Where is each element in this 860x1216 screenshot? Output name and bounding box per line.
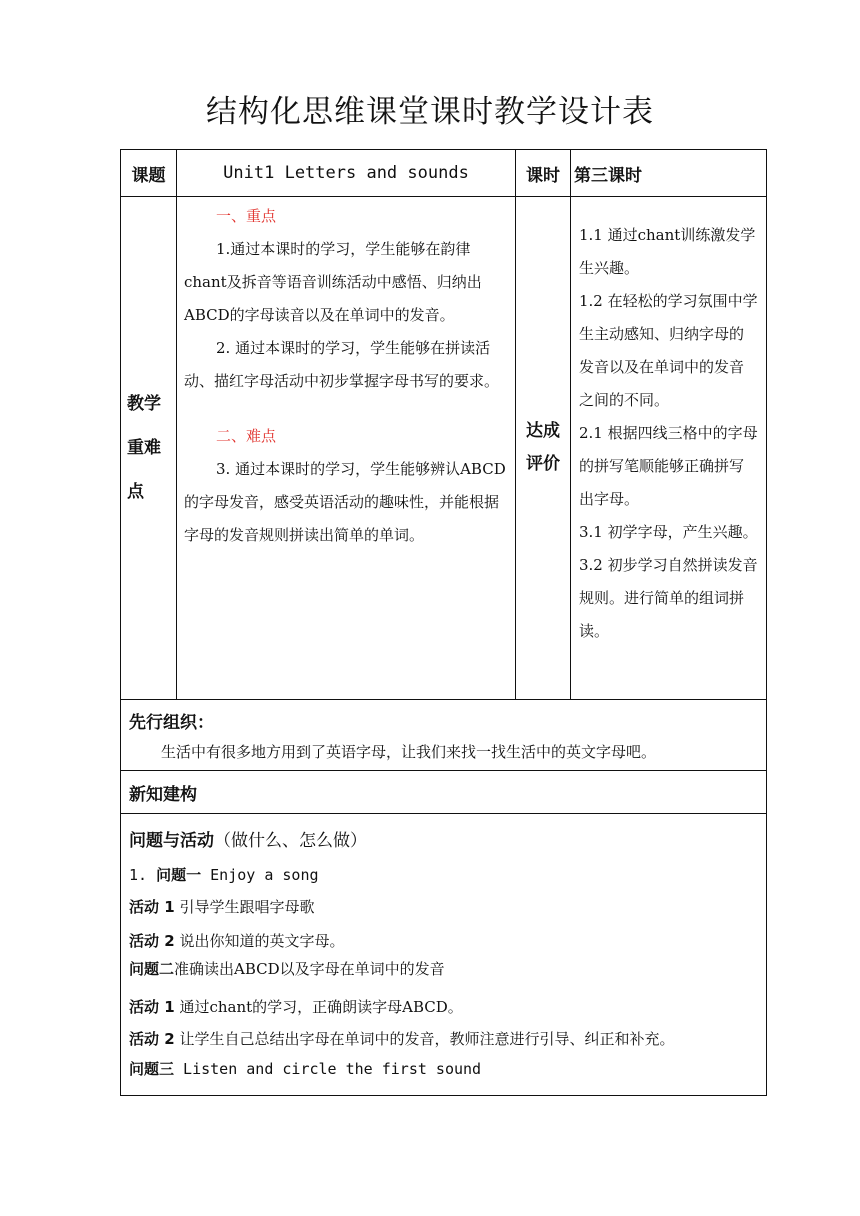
evaluation-item-3-1: 3.1 初学字母，产生兴趣。	[579, 523, 758, 541]
key-points-row	[121, 197, 767, 700]
activity-line: 活动 1 通过chant的学习，正确朗读字母ABCD。	[129, 998, 463, 1016]
advance-organizer-text: 生活中有很多地方用到了英语字母，让我们来找一找生活中的英文字母吧。	[161, 743, 657, 761]
topic-label: 课题	[131, 165, 166, 186]
activity-line: 问题三 Listen and circle the first sound	[129, 1060, 482, 1078]
key-points-label-line-3: 点	[127, 482, 144, 502]
activities-row	[121, 814, 767, 1096]
new-knowledge-row	[121, 771, 767, 814]
advance-organizer-cell	[121, 700, 767, 771]
key-points-content-cell	[177, 197, 516, 700]
evaluation-item-1-2: 1.2 在轻松的学习氛围中学生主动感知、归纳字母的发音以及在单词中的发音之间的不同。	[579, 292, 758, 409]
key-point-1: 1.通过本课时的学习，学生能够在韵律chant及拆音等语音训练活动中感悟、归纳出ABCD的字母读音以及在单词中的发音。	[184, 240, 482, 324]
activity-line: 活动 2 说出你知道的英文字母。	[129, 932, 345, 950]
activities-heading-rest: （做什么、怎么做）	[214, 831, 367, 851]
key-point-2: 2. 通过本课时的学习，学生能够在拼读活动、描红字母活动中初步掌握字母书写的要求。	[184, 339, 500, 390]
new-knowledge-label: 新知建构	[129, 784, 197, 805]
activity-line: 活动 2 让学生自己总结出字母在单词中的发音，教师注意进行引导、纠正和补充。	[129, 1030, 675, 1048]
key-points-heading: 一、重点	[216, 207, 277, 225]
period-label: 课时	[526, 165, 560, 186]
difficult-points-heading: 二、难点	[216, 427, 277, 445]
activity-line: 1. 问题一 Enjoy a song	[129, 866, 319, 884]
difficult-point-3: 3. 通过本课时的学习，学生能够辨认ABCD的字母发音，感受英语活动的趣味性，并能根据字母的发音规则拼读出简单的单词。	[184, 460, 506, 544]
period-label-cell	[516, 150, 571, 197]
activities-cell	[121, 814, 767, 1096]
new-knowledge-cell	[121, 771, 767, 814]
activities-heading	[129, 826, 758, 851]
evaluation-item-3-2: 3.2 初步学习自然拼读发音规则。进行简单的组词拼读。	[579, 556, 758, 640]
header-row	[121, 150, 767, 197]
evaluation-item-2-1: 2.1 根据四线三格中的字母的拼写笔顺能够正确拼写出字母。	[579, 424, 758, 508]
activity-line: 活动 1 引导学生跟唱字母歌	[129, 898, 315, 916]
evaluation-label-cell	[516, 197, 571, 700]
period-value-cell	[571, 150, 767, 197]
evaluation-content-cell	[571, 197, 767, 700]
lesson-design-table	[120, 149, 767, 1096]
evaluation-label-line-2: 评价	[526, 454, 560, 474]
activity-line: 问题二准确读出ABCD以及字母在单词中的发音	[129, 960, 445, 978]
evaluation-label-line-1: 达成	[526, 421, 560, 441]
key-points-label-cell	[121, 197, 177, 700]
topic-value-cell	[177, 150, 516, 197]
key-points-label-line-1: 教学	[127, 394, 161, 414]
page-title: 结构化思维课堂课时教学设计表	[206, 94, 654, 130]
topic-value: Unit1 Letters and sounds	[223, 163, 469, 183]
period-value: 第三课时	[574, 165, 642, 186]
advance-organizer-label: 先行组织：	[129, 713, 214, 733]
advance-organizer-row	[121, 700, 767, 771]
key-points-label-line-2: 重难	[127, 438, 161, 458]
evaluation-item-1-1: 1.1 通过chant训练激发学生兴趣。	[579, 226, 756, 277]
topic-label-cell	[121, 150, 177, 197]
activities-heading-bold: 问题与活动	[129, 831, 214, 851]
